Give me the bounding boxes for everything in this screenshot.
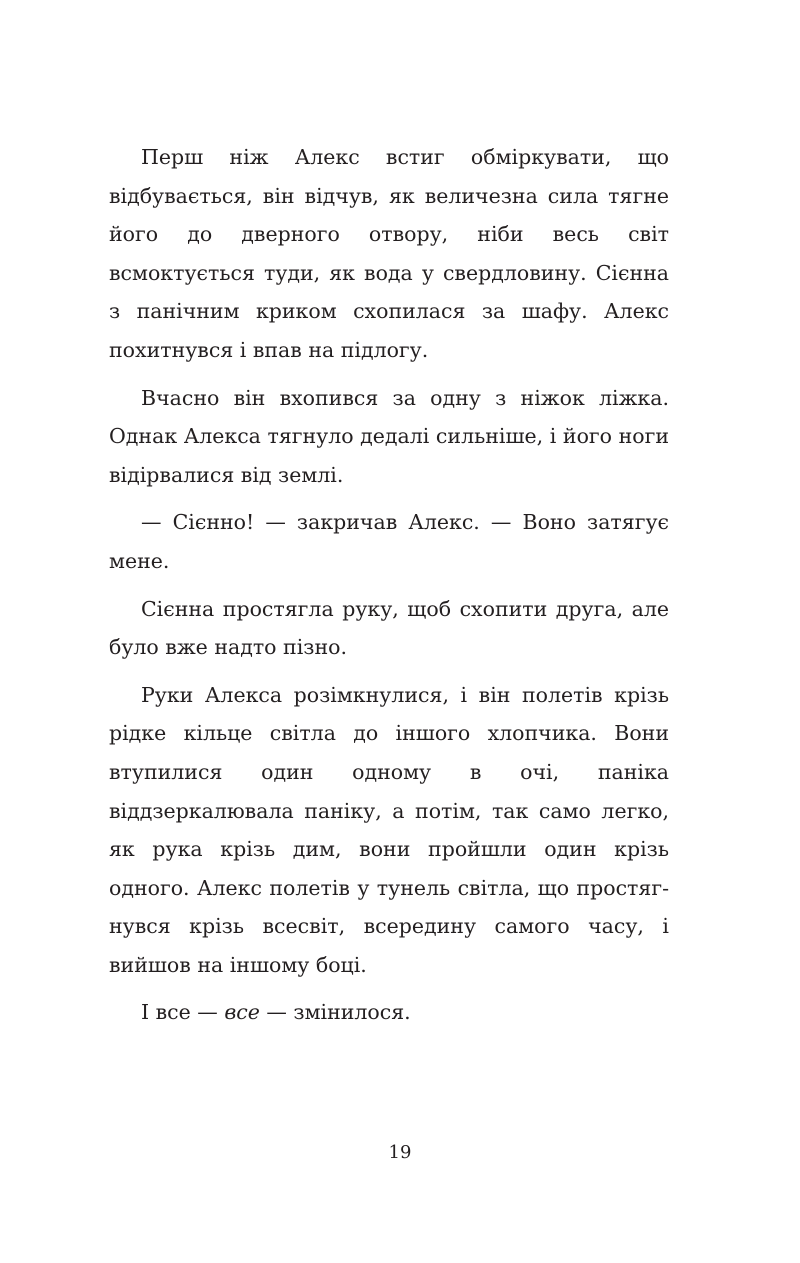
paragraph-3: — Сієнно! — закричав Алекс. — Воно затягує мене. (109, 510, 669, 573)
body-text (109, 138, 669, 1041)
paragraph-6-before: І все — (141, 1000, 225, 1025)
paragraph-6-emphasis: все (224, 1000, 260, 1025)
paragraph-4: Сієнна простягла руку, щоб схопити друга, але було вже надто пізно. (109, 596, 669, 660)
paragraph-1: Перш ніж Алекс встиг обміркувати, що відбувається, він відчув, як величезна сила тягне його до дверного отвору, ніби весь світ всмоктується туди, як вода у свердловину. Сієнна з панічним криком схопилася за шафу. Алекс похитнувся і впав на підлогу. (109, 145, 669, 362)
paragraph-6 (109, 993, 669, 1032)
paragraph-2: Вчасно він вхопився за одну з ніжок ліжка. Однак Алекса тягнуло дедалі сильніше, і його ноги відірвалися від землі. (109, 385, 669, 487)
page-number: 19 (388, 1142, 412, 1163)
paragraph-5: Руки Алекса розімкнулися, і він полетів крізь рідке кільце світла до іншого хлопчика. Вони втупилися один одному в очі, паніка віддзеркалювала паніку, а потім, так само легко, як рука крізь дим, вони пройшли один крізь одного. Алекс полетів у тунель світла, що простягнувся крізь всесвіт, всередину самого часу, і вийшов на іншому боці. (109, 682, 669, 977)
paragraph-6-after: — змінилося. (259, 1000, 411, 1025)
